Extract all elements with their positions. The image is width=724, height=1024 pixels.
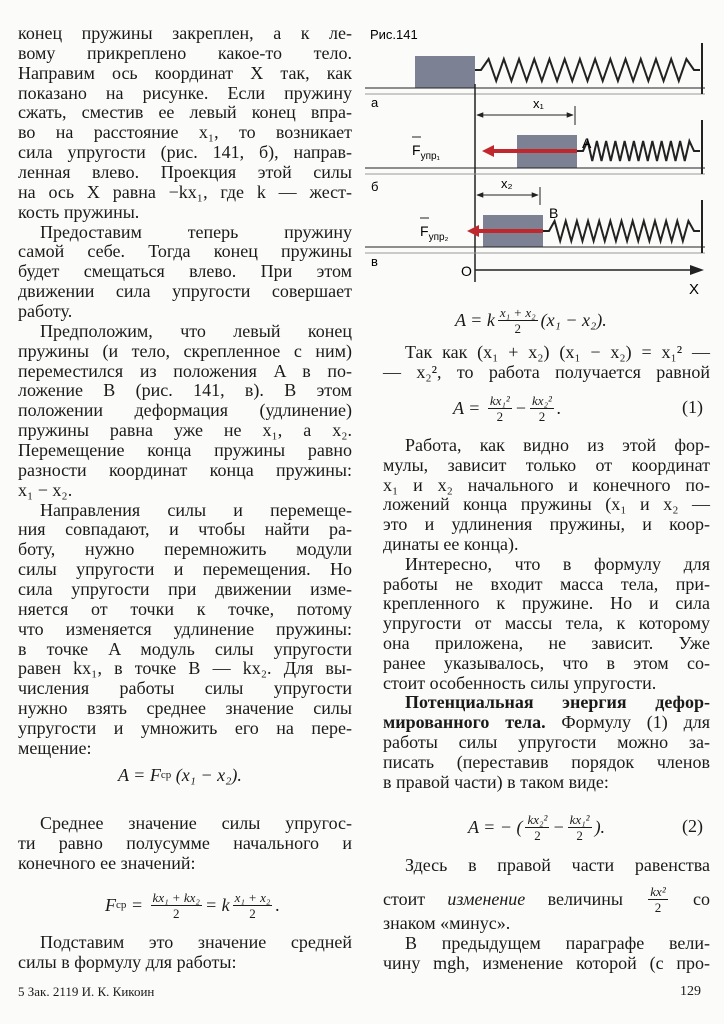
fraction-numerator: kx₁²	[569, 811, 590, 827]
left-text-line: движении сила упругости совершает	[18, 281, 352, 302]
fraction-denominator: 2	[538, 408, 546, 424]
point-a-label: A	[582, 135, 592, 151]
force-arrow-2-head	[467, 225, 479, 237]
equation-number: (1)	[682, 397, 703, 417]
right-text-line: Так как (x₁ + x₂) (x₁ − x₂) = x₁² —	[405, 342, 710, 362]
fraction-denominator: 2	[514, 320, 521, 336]
right-text-line: Работа, как видно из этой фор-	[405, 435, 710, 455]
left-text-line: нужно взять среднее значение силы	[18, 698, 352, 719]
left-text-line: в точке A модуль силы упругости	[18, 638, 352, 659]
right-text-line: работы не входит масса тела, при-	[383, 573, 710, 594]
left-text-line: переместился из положения A в по-	[18, 360, 352, 381]
fraction-numerator: kx₂²	[531, 392, 552, 408]
equation-number: (2)	[682, 816, 703, 836]
fraction-numerator: kx²	[650, 883, 666, 899]
formula-text: A = k	[455, 309, 495, 330]
right-text-line: стоит особенность силы упругости.	[383, 672, 657, 693]
left-text-line: Направим ось координат X так, как	[18, 62, 352, 83]
fraction-denominator: 2	[534, 827, 541, 843]
inline-fraction	[648, 884, 667, 915]
text-segment: Формулу (1) для	[545, 712, 710, 733]
fraction	[568, 812, 592, 843]
figure-caption: Рис.141	[370, 27, 418, 42]
left-text-line: работу.	[18, 301, 73, 322]
formula-text: .	[556, 397, 562, 418]
left-text-line: Предоставим теперь пружину	[40, 221, 352, 242]
formula-text: =	[126, 894, 148, 915]
page-number: 129	[680, 984, 701, 999]
formula-text: = k	[204, 894, 230, 915]
fraction-denominator: 2	[496, 408, 504, 424]
fraction	[530, 393, 554, 424]
formula-text: −	[552, 816, 565, 837]
left-text-line: на ось X равна −kx₁, где k — жест-	[18, 181, 352, 202]
formula-2	[468, 809, 605, 845]
left-text-line: Среднее значение силы упругос-	[40, 813, 352, 833]
bold-heading-text: мированного тела.	[383, 712, 546, 733]
left-text-line: положении деформация (удлинение)	[18, 400, 352, 421]
left-text-line: упругости и умножить его на пере-	[18, 718, 352, 739]
fraction-denominator: 2	[654, 899, 662, 915]
fraction	[151, 890, 202, 921]
origin-label: O	[461, 263, 472, 279]
fraction-denominator: 2	[173, 905, 180, 921]
formula-work-average-force	[118, 757, 242, 793]
right-text-line: динаты ее конца).	[383, 534, 519, 554]
left-text-line: боту, нужно перемножить модули	[18, 539, 352, 560]
right-text-line: знаком «минус».	[383, 913, 511, 933]
formula-text: A = − (	[468, 816, 523, 837]
left-text-line: самой себе. Тогда конец пружины	[18, 241, 352, 262]
right-text-line: в правой части) в таком виде:	[383, 771, 609, 792]
fraction	[233, 890, 273, 921]
formula-text: ).	[594, 816, 606, 837]
left-text-line: ния совпадают, и чтобы найти ра-	[18, 519, 352, 540]
panel-label-a: а	[371, 95, 379, 110]
right-text-line: ранее указывалось, что в этом со-	[383, 652, 710, 673]
left-text-line: во на расстояние x₁, то возникает	[18, 122, 352, 143]
fraction-numerator: x₁ + x₂	[499, 304, 536, 320]
left-text-line: силы упругости и перемещения. Но	[18, 559, 352, 580]
right-text-line	[383, 712, 710, 732]
left-text-line: конец пружины закреплен, а к ле-	[18, 23, 352, 43]
left-text-line: Перемещение конца пружины равно	[18, 440, 352, 461]
force-arrow-1-head	[482, 145, 494, 157]
left-text-line: ти равно полусумме начального и	[18, 833, 352, 853]
spring-b	[577, 141, 700, 161]
formula-text: F	[105, 894, 116, 915]
left-text-line: Предположим, что левый конец	[40, 320, 352, 341]
left-text-line: пружины равна уже не x₁, а x₂.	[18, 420, 352, 441]
inline-sentence	[383, 884, 710, 914]
fraction-numerator: kx₁²	[489, 392, 510, 408]
bold-heading-text: Потенциальная энергия дефор-	[405, 692, 710, 713]
left-text-line: силы в формулу для работы:	[18, 952, 237, 972]
left-text-line: показано на рисунке. Если пружину	[18, 82, 352, 103]
fraction	[488, 393, 512, 424]
fraction-numerator: kx₂²	[527, 811, 548, 827]
formula-text: (x₁ − x₂).	[540, 309, 607, 330]
figure-141	[365, 20, 710, 305]
right-text-line: она приложена, не зависит. Уже	[383, 633, 710, 653]
left-text-line: числения работы силы упругости	[18, 678, 352, 699]
formula-1	[453, 390, 561, 426]
emphasized-word: изменение	[447, 889, 526, 909]
fraction	[498, 305, 538, 336]
right-text-line: x₁ и x₂ начального и конечного по-	[383, 474, 710, 495]
left-text-line: сила упругости при движении изме-	[18, 579, 352, 600]
formula-average-force	[105, 887, 280, 923]
footer-imprint: 5 Зак. 2119 И. К. Кикоин	[18, 984, 155, 999]
formula-work-k	[455, 302, 607, 338]
panel-label-b: б	[371, 179, 379, 194]
right-text-line: писать (переставив порядок членов	[383, 751, 710, 772]
x1-label: x₁	[533, 96, 544, 111]
subscript: ср	[160, 769, 172, 781]
left-text-line: будет смещаться влево. При этом	[18, 261, 352, 282]
left-text-line: мещение:	[18, 737, 92, 758]
fraction-denominator: 2	[249, 905, 256, 921]
left-text-line: Направления силы и перемеще-	[40, 499, 352, 520]
fraction-denominator: 2	[576, 827, 583, 843]
left-text-line: кость пружины.	[18, 201, 140, 222]
force-1-label: $F_{упр_1}$	[412, 142, 440, 162]
right-text-line: В предыдущем параграфе вели-	[405, 933, 710, 953]
force-2-label: $F_{упр_2}$	[420, 223, 449, 243]
right-text-line: чину mgh, изменение которой (с про-	[383, 953, 710, 973]
right-text-line: Интересно, что в формулу для	[405, 553, 710, 574]
left-text-line: пружины (и тело, скрепленное с ним)	[18, 340, 352, 361]
left-text-line: сжать, сместив ее левый конец впра-	[18, 102, 352, 123]
subscript: ср	[116, 899, 127, 911]
panel-label-c: в	[371, 254, 378, 269]
right-text-line: — x₂², то работа получается равной	[383, 362, 710, 382]
right-text-line: крепленного к пружине. Но и сила	[383, 593, 710, 614]
formula-text: A = F	[118, 764, 161, 785]
fraction-numerator: x₁ + x₂	[234, 889, 271, 905]
spring-c	[543, 221, 700, 241]
right-text-line: упругости от массы тела, к которому	[383, 613, 710, 634]
right-text-line: ложений конца пружины (x₁ и x₂ —	[383, 494, 710, 515]
left-text-line: сила упругости (рис. 141, б), направ-	[18, 142, 352, 163]
x-axis-label: X	[689, 281, 700, 298]
left-text-line: Подставим это значение средней	[40, 932, 352, 952]
fraction	[525, 812, 549, 843]
formula-text: .	[275, 894, 280, 915]
block-a	[415, 56, 475, 88]
x-axis-arrowhead	[690, 265, 704, 275]
left-text-line: равен kx₁, в точке B — kx₂. Для вы-	[18, 658, 352, 679]
left-text-line: ложение B (рис. 141, в). В этом	[18, 380, 352, 401]
left-text-line: разности координат конца пружины:	[18, 459, 352, 480]
fraction-numerator: kx₁ + kx₂	[152, 889, 200, 905]
left-text-line: вому прикреплено какое-то тело.	[18, 42, 352, 63]
point-b-label: B	[549, 205, 559, 221]
formula-text: A =	[453, 397, 485, 418]
text-segment: стоит	[383, 889, 426, 909]
formula-text: −	[514, 397, 527, 418]
right-text-line: мулы, зависит только от координат	[383, 454, 710, 475]
x2-label: x₂	[501, 176, 513, 191]
formula-text: (x₁ − x₂).	[171, 764, 242, 785]
left-text-line: няется от точки к точке, потому	[18, 598, 352, 619]
left-text-line: ленная влево. Проекция этой силы	[18, 162, 352, 183]
left-text-line: конечного ее значений:	[18, 853, 196, 873]
right-text-line	[405, 692, 710, 712]
left-text-line: x₁ − x₂.	[18, 479, 73, 500]
left-text-line: что изменяется удлинение пружины:	[18, 618, 352, 639]
right-text-line: Здесь в правой части равенства	[405, 855, 710, 875]
right-text-line: работы силы упругости можно за-	[383, 732, 710, 752]
text-segment: величины	[547, 889, 623, 909]
spring-a	[475, 59, 700, 81]
text-segment: со	[693, 889, 710, 909]
right-text-line: это и удлинения пружины, и коор-	[383, 514, 710, 535]
